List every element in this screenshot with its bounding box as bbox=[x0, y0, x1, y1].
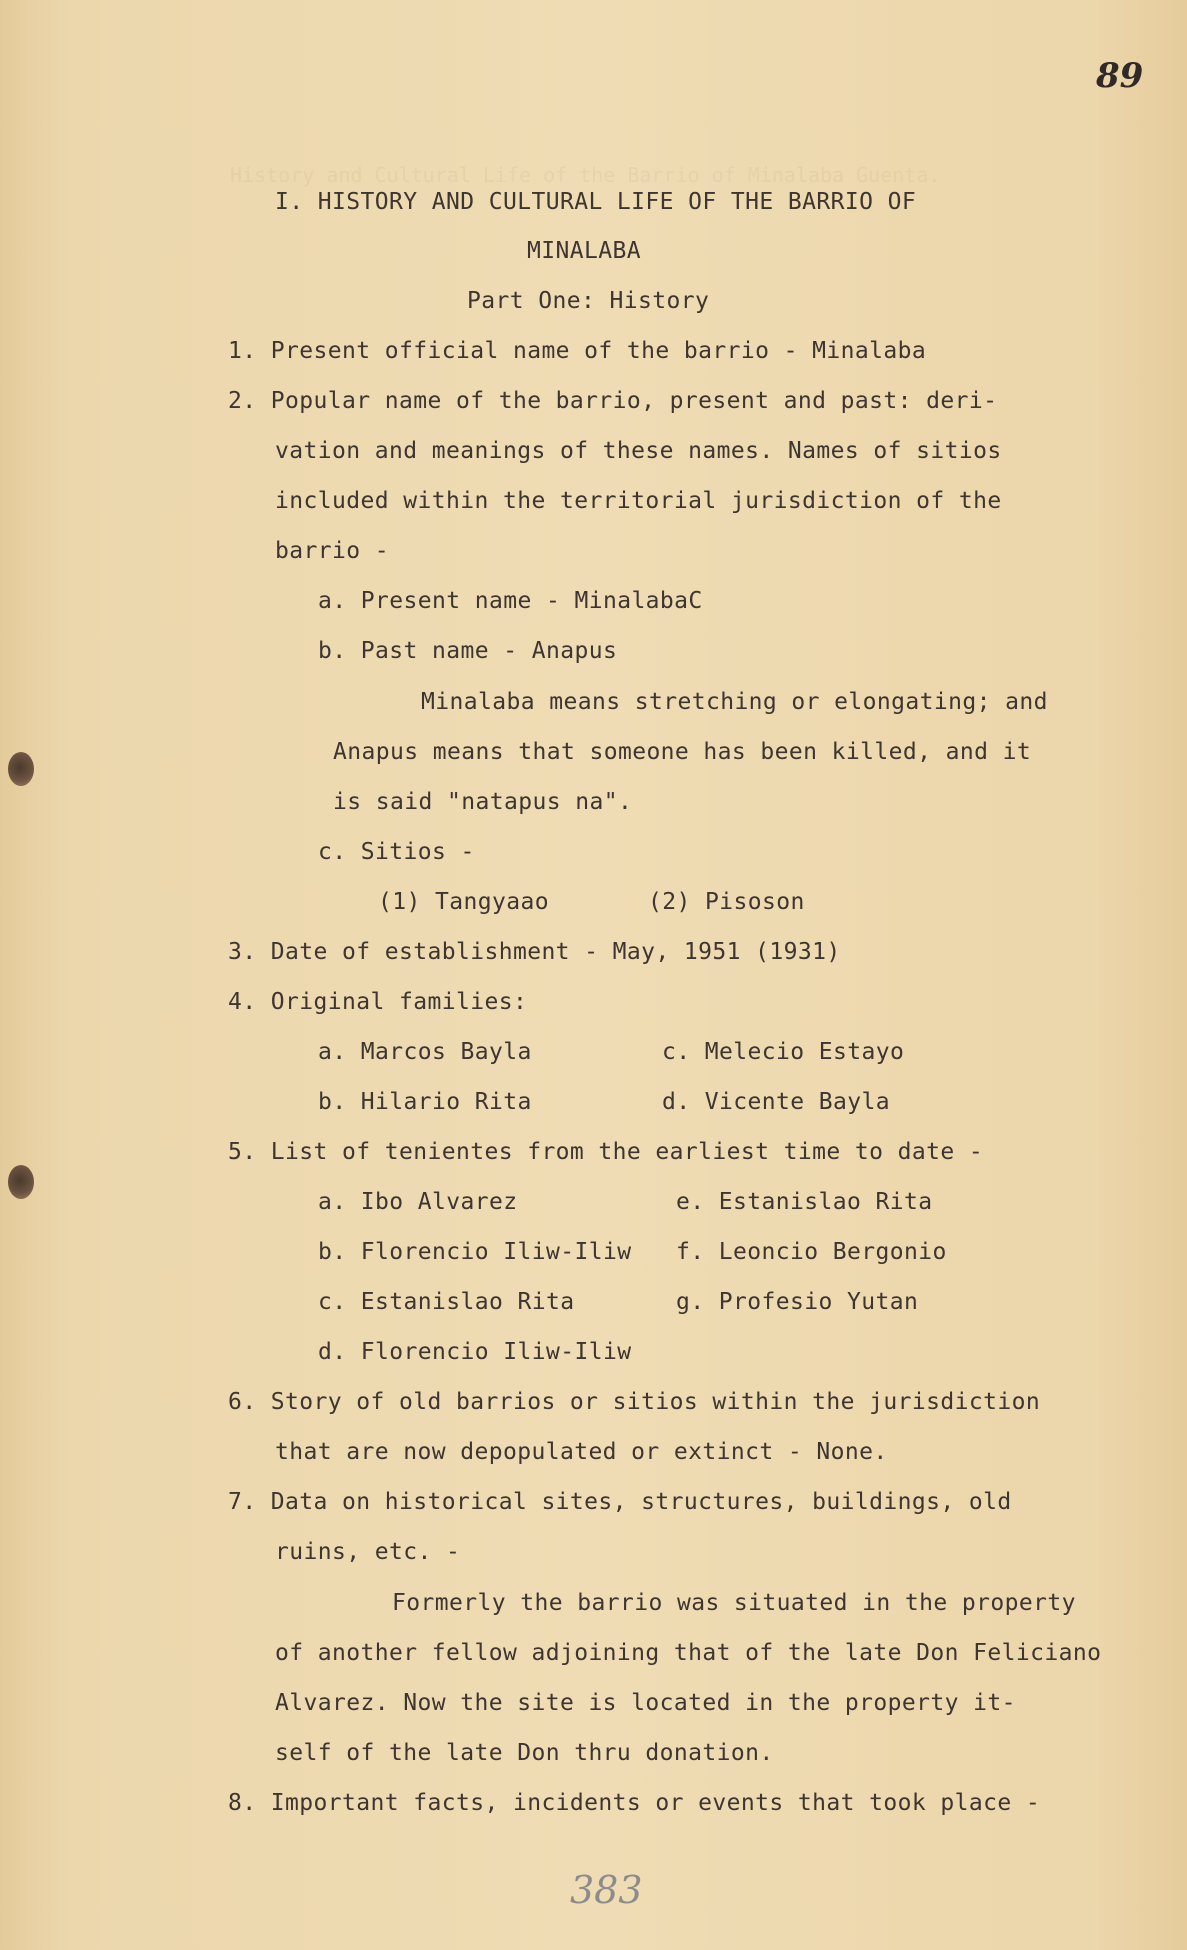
page-number-handwritten: 383 bbox=[570, 1868, 643, 1912]
item-6-line2: that are now depopulated or extinct - None. bbox=[275, 1439, 888, 1465]
item-7-para-line1: Formerly the barrio was situated in the property bbox=[392, 1590, 1076, 1616]
bleed-through-text: History and Cultural Life of the Barrio of Minalaba Guenta. bbox=[230, 163, 941, 187]
item-7-para-line4: self of the late Don thru donation. bbox=[275, 1740, 774, 1766]
item-7-para-line3: Alvarez. Now the site is located in the property it- bbox=[275, 1690, 1016, 1716]
item-2-meaning-line3: is said "natapus na". bbox=[333, 789, 633, 815]
item-2-past-name: b. Past name - Anapus bbox=[318, 638, 618, 664]
teniente-c: c. Estanislao Rita bbox=[318, 1289, 575, 1315]
punch-hole bbox=[8, 1165, 34, 1199]
family-a: a. Marcos Bayla bbox=[318, 1039, 532, 1065]
item-3: 3. Date of establishment - May, 1951 (1931) bbox=[228, 939, 841, 965]
teniente-a: a. Ibo Alvarez bbox=[318, 1189, 518, 1215]
item-7-line2: ruins, etc. - bbox=[275, 1539, 461, 1565]
item-2-line4: barrio - bbox=[275, 538, 389, 564]
item-2-present-name: a. Present name - MinalabaC bbox=[318, 588, 703, 614]
family-c: c. Melecio Estayo bbox=[662, 1039, 905, 1065]
item-6-line1: 6. Story of old barrios or sitios within the jurisdiction bbox=[228, 1389, 1041, 1415]
item-7-line1: 7. Data on historical sites, structures, buildings, old bbox=[228, 1489, 1012, 1515]
teniente-e: e. Estanislao Rita bbox=[676, 1189, 933, 1215]
item-4: 4. Original families: bbox=[228, 989, 528, 1015]
heading-title-line2: MINALABA bbox=[527, 238, 641, 264]
item-8: 8. Important facts, incidents or events that took place - bbox=[228, 1790, 1041, 1816]
heading-title-line1: I. HISTORY AND CULTURAL LIFE OF THE BARRIO OF bbox=[275, 189, 917, 215]
teniente-d: d. Florencio Iliw-Iliw bbox=[318, 1339, 632, 1365]
item-2-line2: vation and meanings of these names. Names of sitios bbox=[275, 438, 1002, 464]
item-2-meaning-line1: Minalaba means stretching or elongating; and bbox=[421, 689, 1048, 715]
teniente-f: f. Leoncio Bergonio bbox=[676, 1239, 947, 1265]
family-d: d. Vicente Bayla bbox=[662, 1089, 890, 1115]
item-2-sitios: c. Sitios - bbox=[318, 839, 475, 865]
punch-hole bbox=[8, 752, 34, 786]
family-b: b. Hilario Rita bbox=[318, 1089, 532, 1115]
item-2-meaning-line2: Anapus means that someone has been killed, and it bbox=[333, 739, 1032, 765]
item-2-sitio-1: (1) Tangyaao bbox=[378, 889, 549, 915]
teniente-b: b. Florencio Iliw-Iliw bbox=[318, 1239, 632, 1265]
teniente-g: g. Profesio Yutan bbox=[676, 1289, 919, 1315]
item-7-para-line2: of another fellow adjoining that of the late Don Feliciano bbox=[275, 1640, 1102, 1666]
item-2-line3: included within the territorial jurisdiction of the bbox=[275, 488, 1002, 514]
corner-handwritten-number: 89 bbox=[1096, 56, 1144, 96]
heading-subtitle: Part One: History bbox=[467, 288, 710, 314]
item-2-sitio-2: (2) Pisoson bbox=[648, 889, 805, 915]
item-1: 1. Present official name of the barrio - Minalaba bbox=[228, 338, 927, 364]
item-5: 5. List of tenientes from the earliest time to date - bbox=[228, 1139, 984, 1165]
item-2-line1: 2. Popular name of the barrio, present and past: deri- bbox=[228, 388, 998, 414]
